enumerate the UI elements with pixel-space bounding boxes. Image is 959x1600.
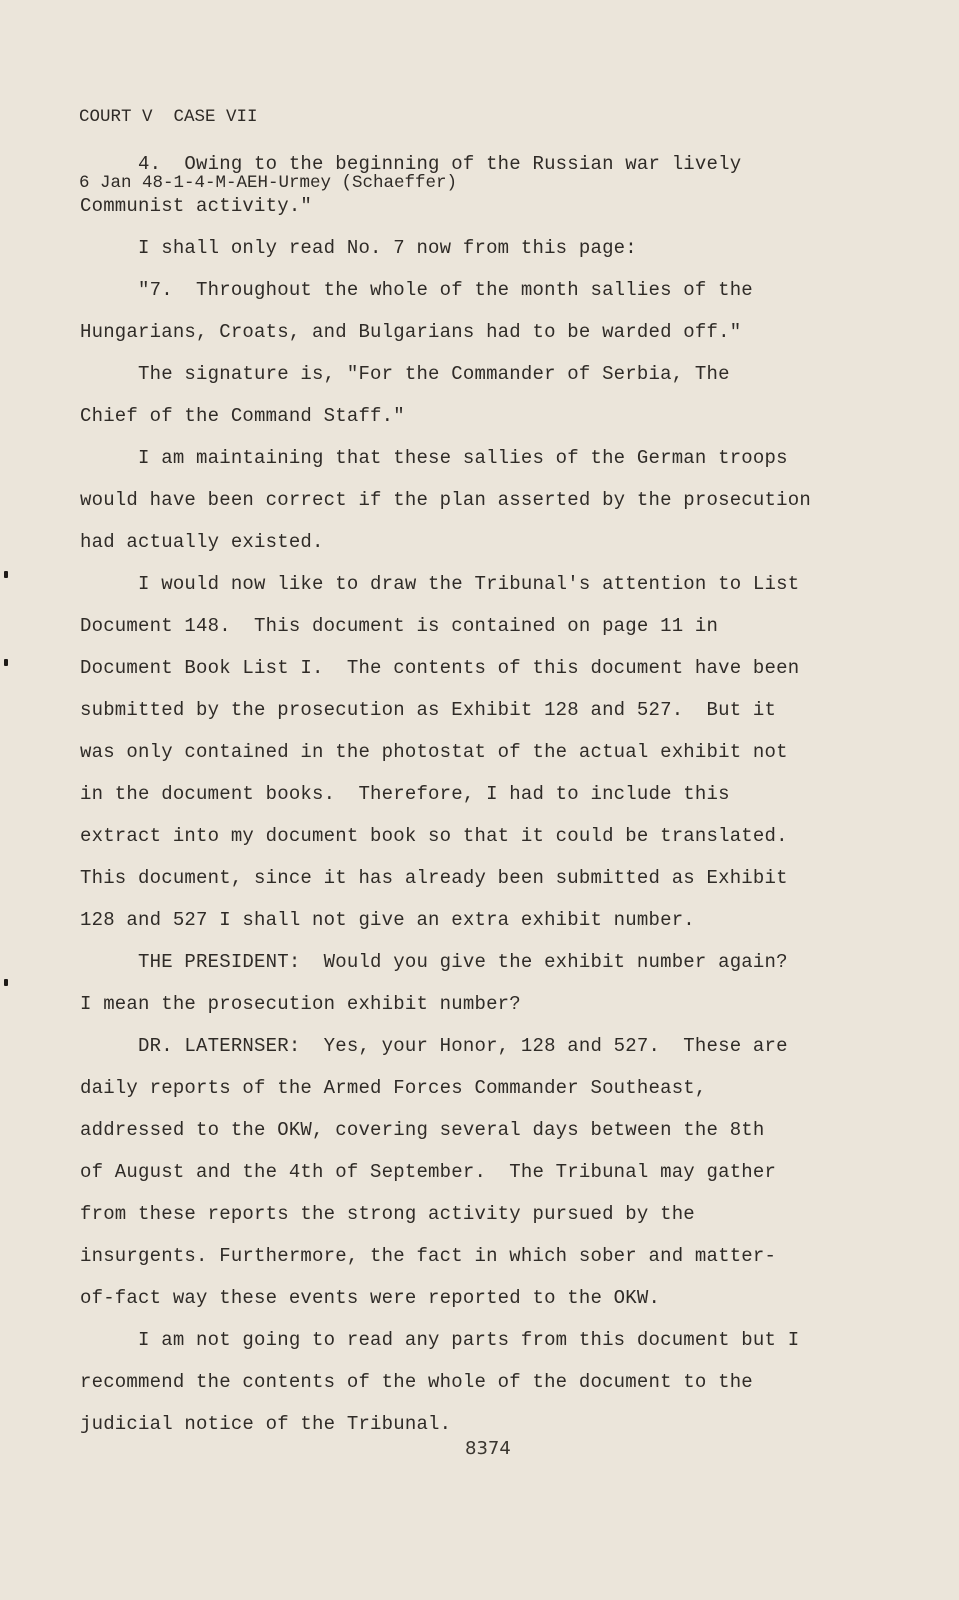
court-case-line: COURT V CASE VII [79,107,258,127]
body-line: was only contained in the photostat of the actual exhibit not [80,741,788,763]
body-line: insurgents. Furthermore, the fact in which sober and matter- [80,1245,777,1267]
body-line: THE PRESIDENT: Would you give the exhibit number again? [80,951,788,973]
body-line: 4. Owing to the beginning of the Russian war lively [80,153,742,175]
body-line: would have been correct if the plan asserted by the prosecution [80,489,811,511]
page-number: 8374 [465,1438,511,1459]
punch-mark [4,571,8,578]
body-line: judicial notice of the Tribunal. [80,1413,452,1435]
body-line: I shall only read No. 7 now from this page: [80,237,637,259]
body-line: in the document books. Therefore, I had to include this [80,783,730,805]
body-line: I am not going to read any parts from this document but I [80,1329,800,1351]
punch-mark [4,979,8,986]
body-line: submitted by the prosecution as Exhibit 128 and 527. But it [80,699,777,721]
body-line: I am maintaining that these sallies of the German troops [80,447,788,469]
body-line: of August and the 4th of September. The Tribunal may gather [80,1161,777,1183]
body-line: "7. Throughout the whole of the month sallies of the [80,279,753,301]
body-line: Chief of the Command Staff." [80,405,405,427]
body-line: of-fact way these events were reported to the OKW. [80,1287,661,1309]
body-line: 128 and 527 I shall not give an extra exhibit number. [80,909,695,931]
punch-mark [4,659,8,666]
body-line: addressed to the OKW, covering several days between the 8th [80,1119,765,1141]
body-line: I mean the prosecution exhibit number? [80,993,521,1015]
body-line: DR. LATERNSER: Yes, your Honor, 128 and 527. These are [80,1035,788,1057]
body-line: from these reports the strong activity pursued by the [80,1203,695,1225]
body-line: The signature is, "For the Commander of Serbia, The [80,363,730,385]
body-line: recommend the contents of the whole of the document to the [80,1371,753,1393]
body-line: daily reports of the Armed Forces Commander Southeast, [80,1077,707,1099]
body-line: I would now like to draw the Tribunal's attention to List [80,573,800,595]
body-line: Communist activity." [80,195,313,217]
body-line: Hungarians, Croats, and Bulgarians had to be warded off." [80,321,742,343]
body-line: had actually existed. [80,531,324,553]
date-reference-line: 6 Jan 48-1-4-M-AEH-Urmey (Schaeffer) [79,173,458,193]
body-line: Document 148. This document is contained on page 11 in [80,615,719,637]
transcript-body [80,143,880,1445]
body-line: Document Book List I. The contents of this document have been [80,657,800,679]
body-line: This document, since it has already been submitted as Exhibit [80,867,788,889]
body-line: extract into my document book so that it could be translated. [80,825,788,847]
